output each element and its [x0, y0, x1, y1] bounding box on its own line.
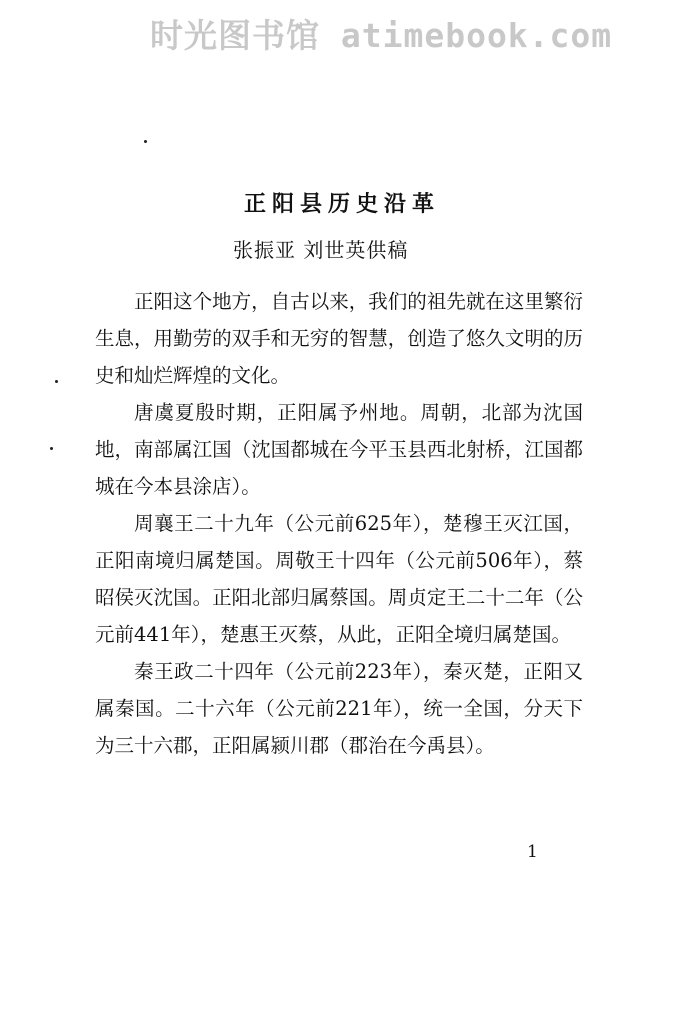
scan-speck — [55, 380, 58, 383]
paragraph: 周襄王二十九年（公元前625年），楚穆王灭江国，正阳南境归属楚国。周敬王十四年（公元前506年），蔡昭侯灭沈国。正阳北部归属蔡国。周贞定王二十二年（公元前441年），楚惠王灭蔡，从此，正阳全境归属楚国。 — [95, 512, 583, 646]
paragraph: 秦王政二十四年（公元前223年），秦灭楚，正阳又属秦国。二十六年（公元前221年），统一全国，分天下为三十六郡，正阳属颍川郡（郡治在今禹县）。 — [95, 660, 583, 757]
scan-speck — [50, 447, 53, 450]
page-number: 1 — [527, 842, 538, 862]
scan-speck — [144, 140, 147, 143]
paragraph: 唐虞夏殷时期，正阳属予州地。周朝，北部为沈国地，南部属江国（沈国都城在今平玉县西北射桥，江国都城在今本县涂店）。 — [95, 401, 583, 498]
watermark-text: 时光图书馆 atimebook.com — [150, 16, 613, 55]
article-title: 正阳县历史沿革 — [243, 191, 440, 217]
article-authors: 张振亚 刘世英供稿 — [233, 238, 409, 262]
paragraph: 正阳这个地方，自古以来，我们的祖先就在这里繁衍生息，用勤劳的双手和无穷的智慧，创造了悠久文明的历史和灿烂辉煌的文化。 — [95, 290, 583, 387]
article-body — [95, 283, 583, 764]
